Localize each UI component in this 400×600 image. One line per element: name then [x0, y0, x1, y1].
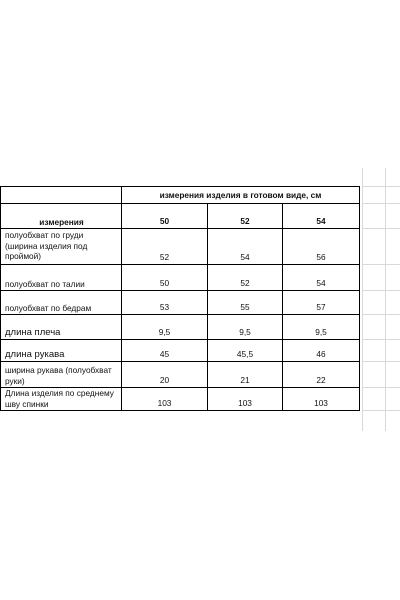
value-cell: 103	[122, 388, 208, 411]
size-cell-50: 50	[122, 204, 208, 229]
title-row	[1, 187, 360, 204]
row-header-cell: измерения	[1, 204, 122, 229]
value-cell: 103	[208, 388, 283, 411]
blank-corner-cell	[1, 187, 122, 204]
value-cell: 103	[283, 388, 360, 411]
value-cell: 52	[122, 229, 208, 265]
sheet-gridline	[385, 168, 386, 431]
value-cell: 45,5	[208, 340, 283, 362]
sheet-gridline	[362, 387, 400, 388]
size-cell-54: 54	[283, 204, 360, 229]
sheet-gridline	[362, 314, 400, 315]
size-row	[1, 204, 360, 229]
table-row	[1, 340, 360, 362]
sheet-gridline	[362, 339, 400, 340]
value-cell: 22	[283, 362, 360, 388]
value-cell: 9,5	[122, 315, 208, 340]
table-row	[1, 229, 360, 265]
table-row	[1, 315, 360, 340]
row-label: полуобхват по талии	[1, 265, 122, 291]
value-cell: 46	[283, 340, 360, 362]
row-label: полуобхват по бедрам	[1, 291, 122, 315]
sheet-gridline	[362, 290, 400, 291]
value-cell: 45	[122, 340, 208, 362]
sheet-gridline	[362, 361, 400, 362]
table-row	[1, 362, 360, 388]
value-cell: 55	[208, 291, 283, 315]
value-cell: 54	[208, 229, 283, 265]
sheet-gridline	[362, 203, 400, 204]
value-cell: 56	[283, 229, 360, 265]
header-title: измерения изделия в готовом виде, см	[122, 187, 360, 204]
sheet-gridline	[362, 264, 400, 265]
sheet-gridline	[362, 410, 400, 411]
value-cell: 9,5	[283, 315, 360, 340]
row-label: длина плеча	[1, 315, 122, 340]
row-label: ширина рукава (полуобхват руки)	[1, 362, 122, 388]
value-cell: 21	[208, 362, 283, 388]
value-cell: 52	[208, 265, 283, 291]
value-cell: 53	[122, 291, 208, 315]
value-cell: 57	[283, 291, 360, 315]
row-label: Длина изделия по среднему шву спинки	[1, 388, 122, 411]
table-row	[1, 265, 360, 291]
row-label: длина рукава	[1, 340, 122, 362]
value-cell: 9,5	[208, 315, 283, 340]
sheet-gridline	[362, 228, 400, 229]
value-cell: 50	[122, 265, 208, 291]
table-row	[1, 388, 360, 411]
size-cell-52: 52	[208, 204, 283, 229]
table-row	[1, 291, 360, 315]
measurements-table	[0, 186, 360, 411]
value-cell: 20	[122, 362, 208, 388]
value-cell: 54	[283, 265, 360, 291]
sheet-gridline	[362, 168, 363, 431]
row-label: полуобхват по груди (ширина изделия под проймой)	[1, 229, 122, 265]
sheet-gridline	[362, 186, 400, 187]
